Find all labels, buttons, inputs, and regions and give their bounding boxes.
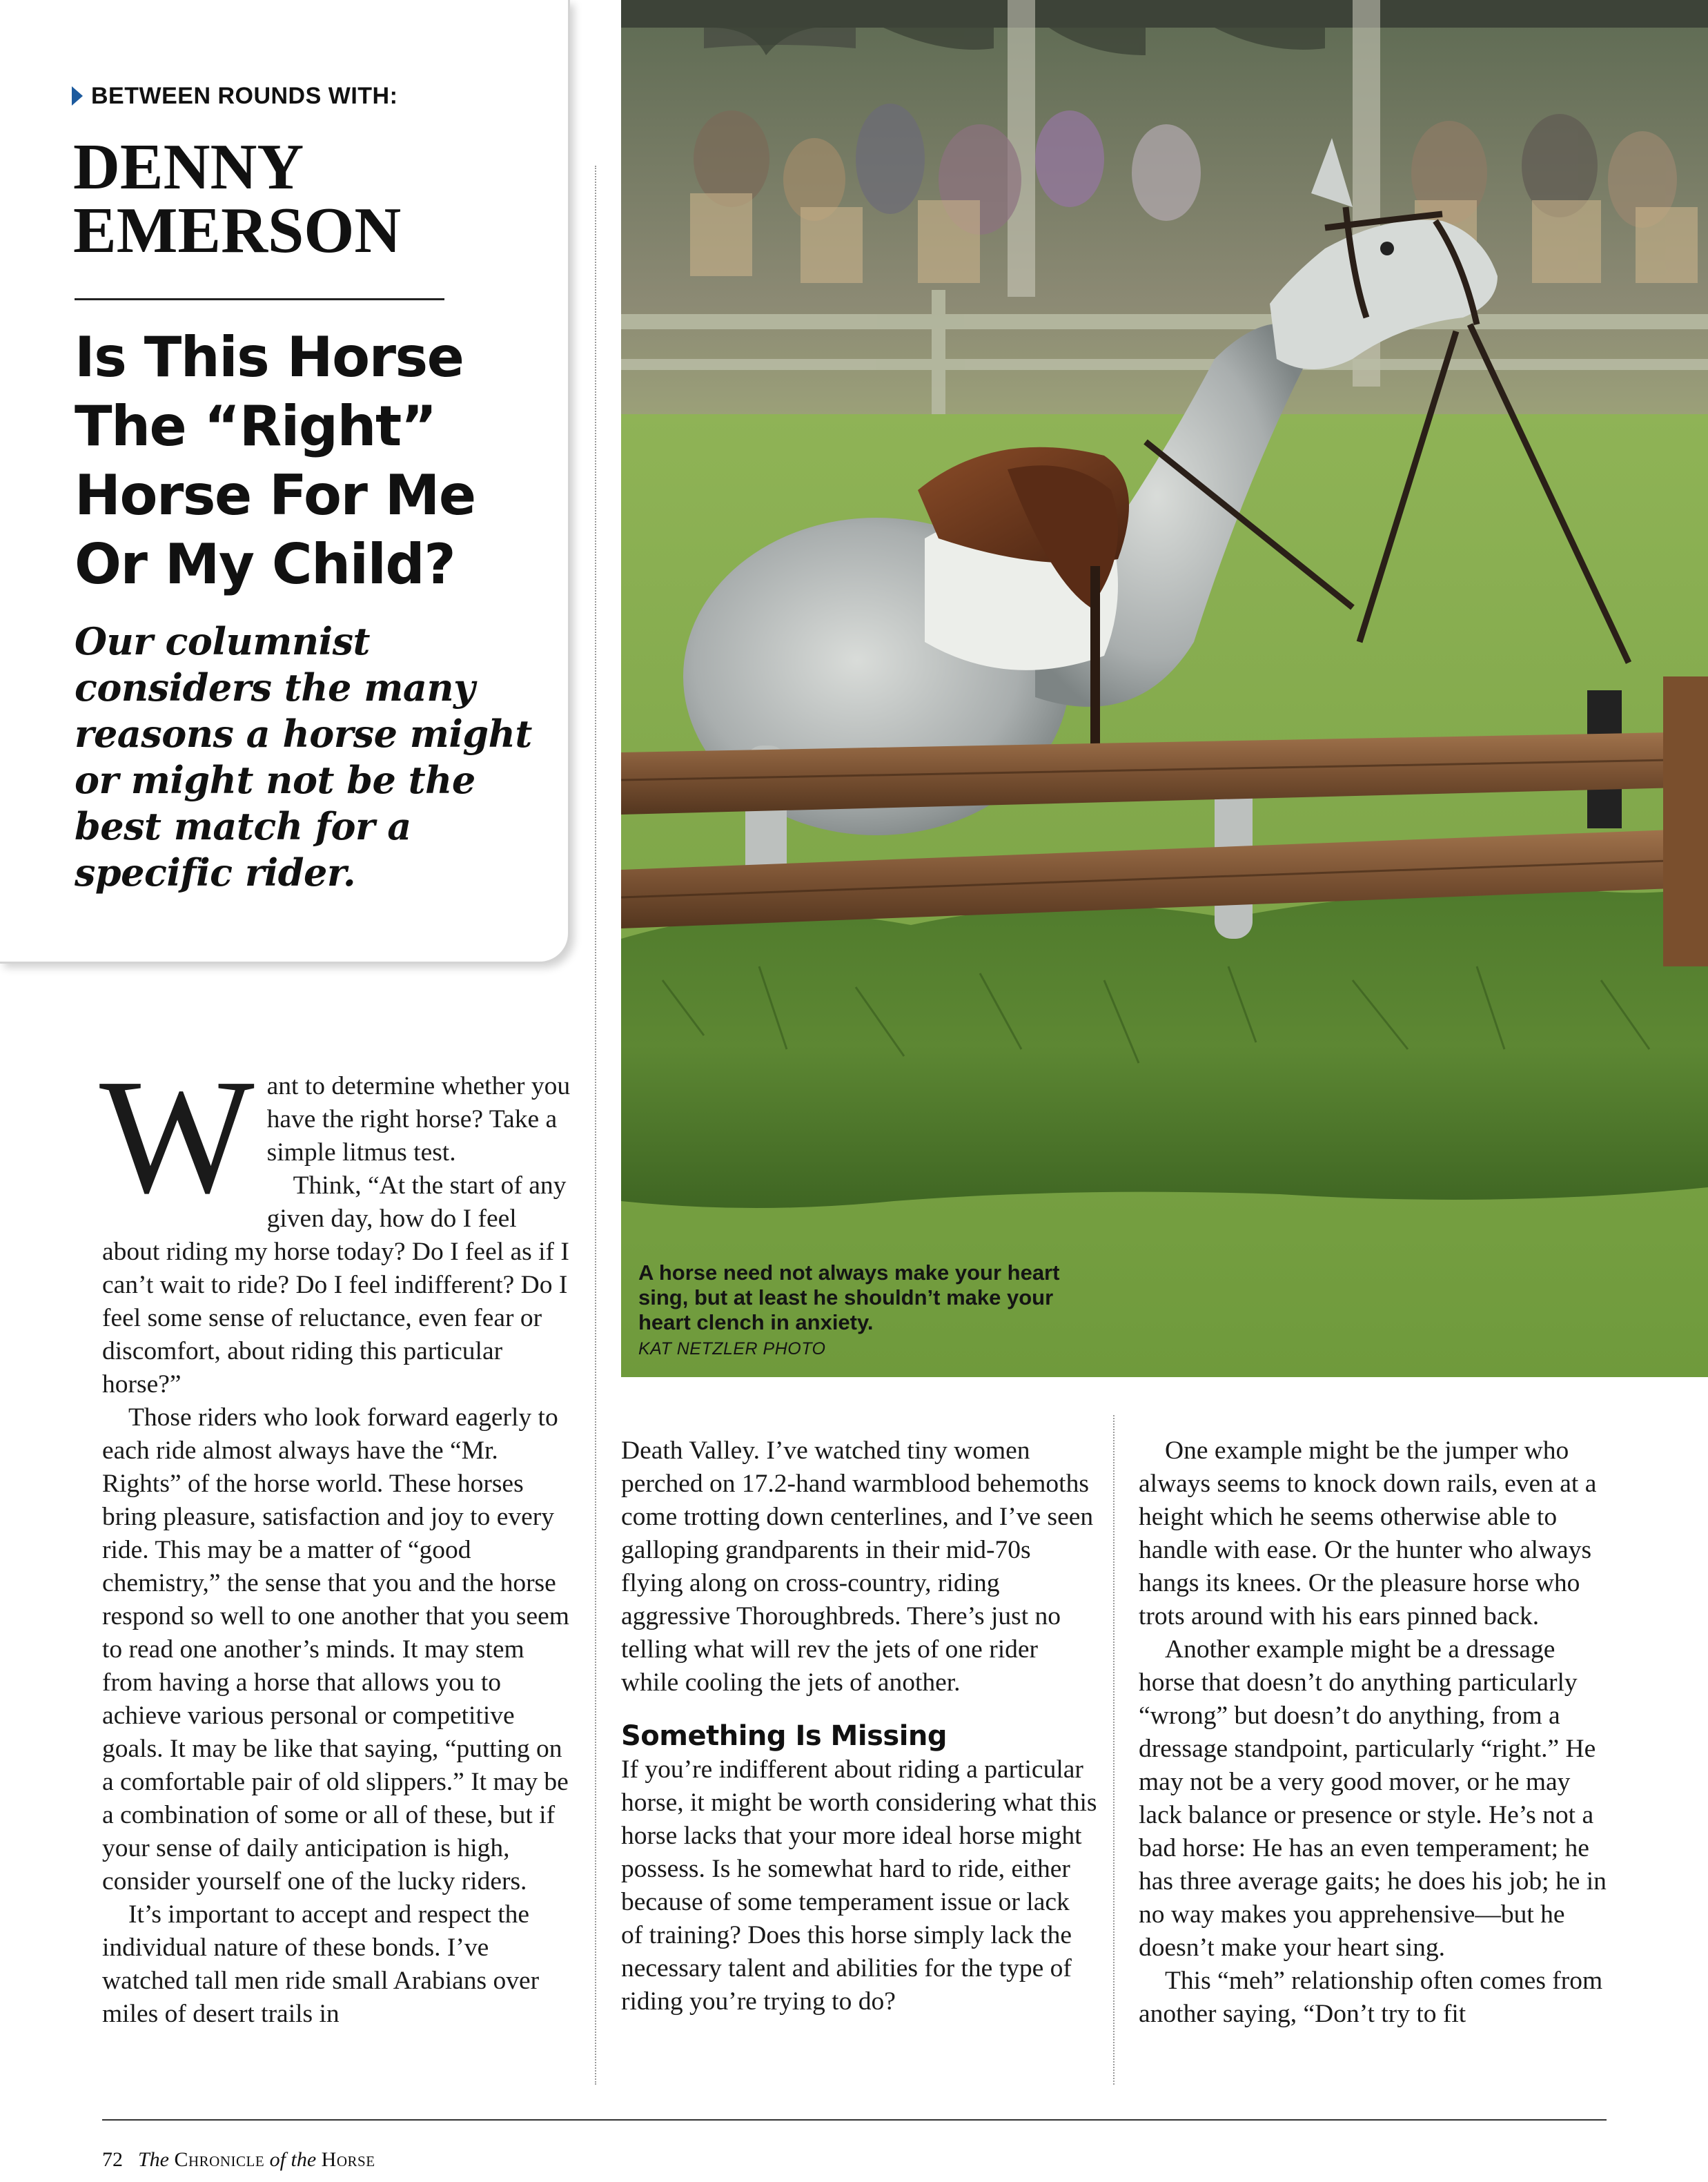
columnist-first-name: DENNY: [73, 131, 304, 203]
body-paragraph: It’s important to accept and respect the individual nature of these bonds. I’ve watched tall men ride small Arabians over miles of desert trails in: [102, 1900, 540, 2028]
page-number: 72: [102, 2148, 123, 2171]
deck-line: reasons a horse might: [75, 712, 532, 756]
body-paragraph: ant to determine whether you have the right horse? Take a simple litmus test.: [266, 1072, 571, 1167]
horse-refusing-fence-illustration: [621, 0, 1708, 1377]
column-divider: [595, 166, 596, 2085]
columnist-last-name: EMERSON: [73, 195, 402, 266]
headline-line: Horse For Me: [75, 463, 475, 527]
deck-line: or might not be the: [75, 758, 475, 802]
article-column-2: [621, 1434, 1097, 2018]
footer-rule: [102, 2119, 1607, 2121]
publication-name-part: The: [138, 2148, 169, 2171]
photo-credit: KAT NETZLER PHOTO: [638, 1339, 826, 1358]
deck-line: specific rider.: [75, 850, 356, 895]
section-kicker: [72, 83, 397, 110]
caption-text: A horse need not always make your heart sing, but at least he shouldn’t make your heart clench in anxiety.: [638, 1260, 1060, 1334]
headline-line: Is This Horse: [75, 325, 464, 389]
article-column-3: [1139, 1434, 1615, 2031]
body-paragraph: Another example might be a dressage horse that doesn’t do anything particularly “wrong” but doesn’t do anything, from a dressage standpoint, particularly “right.” He may not be a very good mover, or he may lack balance or presence or style. He’s not a bad horse: He has an even temperament; he has three average gaits; he does his job; he in no way makes you apprehensive—but he doesn’t make your heart sing.: [1139, 1635, 1607, 1962]
publication-name-part: of the: [269, 2148, 317, 2171]
headline-line: The “Right”: [75, 394, 436, 458]
drop-cap: W: [99, 1046, 255, 1227]
article-deck: [75, 618, 558, 896]
article-column-1: [99, 1046, 571, 2031]
deck-line: best match for a: [75, 804, 411, 848]
body-paragraph: This “meh” relationship often comes from another saying, “Don’t try to fit: [1139, 1967, 1603, 2028]
deck-line: considers the many: [75, 665, 475, 710]
deck-line: Our columnist: [75, 619, 370, 663]
headline-line: Or My Child?: [75, 532, 455, 596]
page-folio: [102, 2148, 375, 2172]
title-divider: [75, 298, 444, 300]
publication-name-part: Horse: [321, 2148, 375, 2171]
title-card: [0, 0, 570, 964]
horse-photo: [621, 0, 1708, 1377]
article-headline: [75, 323, 558, 599]
body-paragraph: One example might be the jumper who always seems to knock down rails, even at a height which he seems otherwise able to handle with ease. Or the hunter who always hangs its knees. Or the pleasure horse who trots around with his ears pinned back.: [1139, 1436, 1597, 1630]
body-paragraph: Those riders who look forward eagerly to each ride almost always have the “Mr. Rights” of the horse world. These horses bring pleasure, satisfaction and joy to every ride. This may be a matter of “good chemistry,” the sense that you and the horse respond so well to one another that you seem to read one another’s minds. It may stem from having a horse that allows you to achieve various personal or competitive goals. It may be like that saying, “putting on a comfortable pair of old slippers.” It may be a combination of some or all of these, but if your sense of daily anticipation is high, consider yourself one of the lucky riders.: [102, 1403, 569, 1896]
kicker-text: BETWEEN ROUNDS WITH:: [91, 83, 398, 109]
body-paragraph: Death Valley. I’ve watched tiny women perched on 17.2-hand warmblood behemoths come trotting down centerlines, and I’ve seen galloping grandparents in their mid-70s flying along on cross-country, riding aggressive Thoroughbreds. There’s just no telling what will rev the jets of one rider while cooling the jets of another.: [621, 1436, 1094, 1697]
body-paragraph: Think, “At the start of any given day, how do I feel about riding my horse today? Do I feel as if I can’t wait to ride? Do I feel indifferent? Do I feel some sense of reluctance, even fear or discomfort, about riding this particular horse?”: [102, 1171, 569, 1399]
section-subhead: Something Is Missing: [621, 1720, 948, 1752]
body-paragraph: If you’re indifferent about riding a particular horse, it might be worth considering what this horse lacks that your more ideal horse might possess. Is he somewhat hard to ride, either because of some temperament issue or lack of training? Does this horse simply lack the necessary talent and abilities for the type of riding you’re trying to do?: [621, 1755, 1097, 2016]
triangle-arrow-icon: [72, 86, 83, 106]
columnist-name: [73, 131, 542, 266]
photo-caption: [638, 1260, 1066, 1361]
publication-name-part: Chronicle: [174, 2148, 265, 2171]
column-divider: [1113, 1415, 1115, 2085]
